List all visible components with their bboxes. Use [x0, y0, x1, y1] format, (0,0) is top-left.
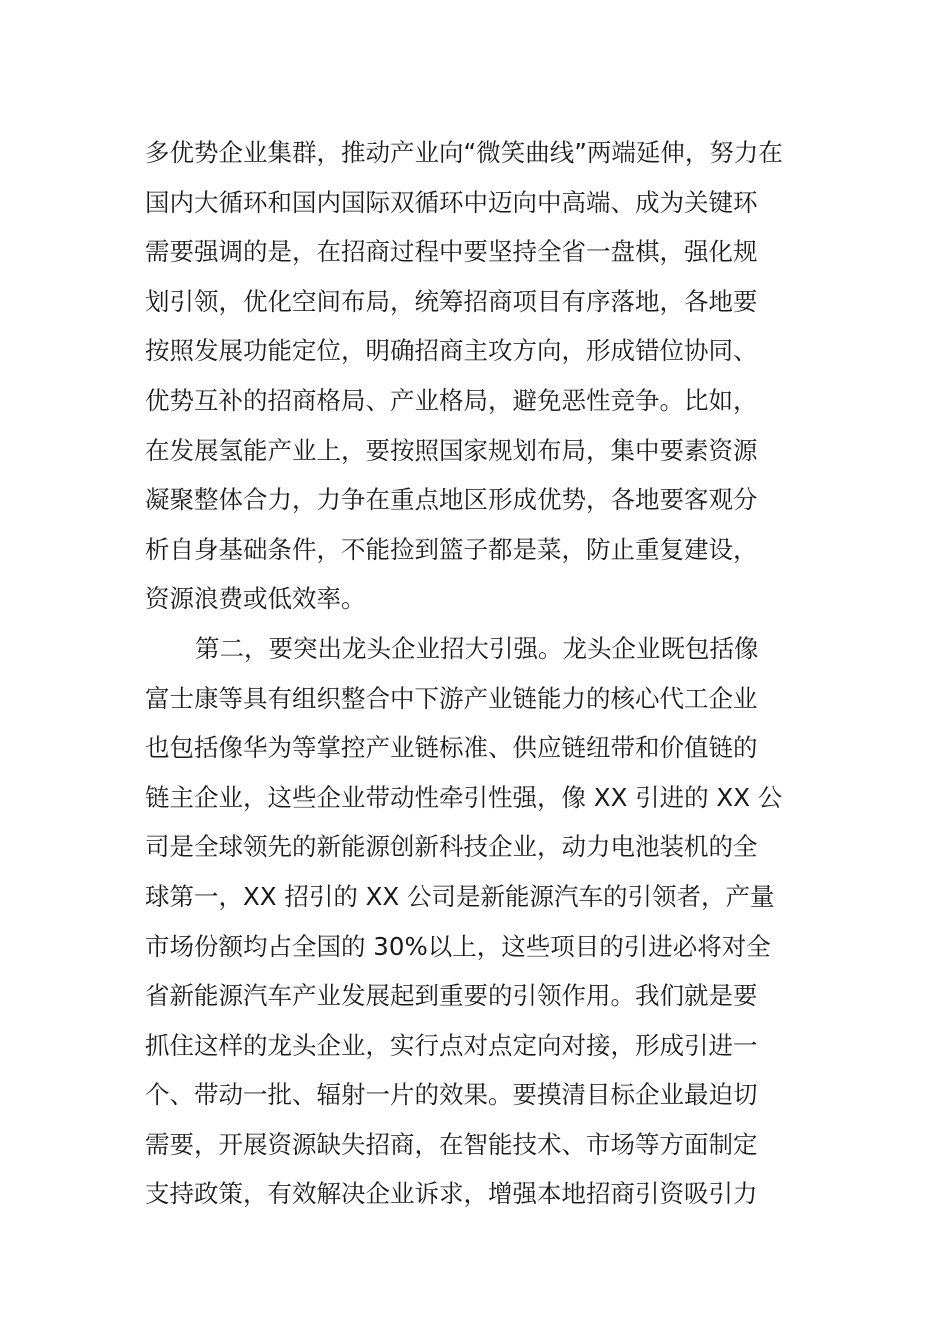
- body-text: [145, 128, 815, 1219]
- text-line: 司是全球领先的新能源创新科技企业，动力电池装机的全: [145, 832, 758, 862]
- text-line: 富士康等具有组织整合中下游产业链能力的核心代工企业: [145, 683, 758, 713]
- text-line: 析自身基础条件，不能捡到篮子都是菜，防止重复建设，: [145, 534, 758, 564]
- text-line: 需要，开展资源缺失招商，在智能技术、市场等方面制定: [145, 1129, 758, 1159]
- text-line: 在发展氢能产业上，要按照国家规划布局，集中要素资源: [145, 435, 758, 465]
- text-line: 按照发展功能定位，明确招商主攻方向，形成错位协同、: [145, 336, 758, 366]
- text-line: 球第一，XX 招引的 XX 公司是新能源汽车的引领者，产量: [145, 881, 775, 911]
- text-line: 资源浪费或低效率。: [145, 584, 366, 614]
- text-line: 抓住这样的龙头企业，实行点对点定向对接，形成引进一: [145, 1030, 758, 1060]
- text-line: 优势互补的招商格局、产业格局，避免恶性竞争。比如，: [145, 385, 758, 415]
- text-line: 市场份额均占全国的 30%以上，这些项目的引进必将对全: [145, 931, 771, 961]
- text-line: 国内大循环和国内国际双循环中迈向中高端、成为关键环: [145, 187, 758, 217]
- text-line: 链主企业，这些企业带动性牵引性强，像 XX 引进的 XX 公: [145, 782, 783, 812]
- text-line: 省新能源汽车产业发展起到重要的引领作用。我们就是要: [145, 981, 758, 1011]
- text-line: 划引领，优化空间布局，统筹招商项目有序落地，各地要: [145, 286, 758, 316]
- text-line: 多优势企业集群，推动产业向“微笑曲线”两端延伸，努力在: [145, 138, 783, 167]
- text-line: 也包括像华为等掌控产业链标准、供应链纽带和价值链的: [145, 733, 758, 763]
- text-line: 凝聚整体合力，力争在重点地区形成优势，各地要客观分: [145, 485, 758, 515]
- text-line: 个、带动一批、辐射一片的效果。要摸清目标企业最迫切: [145, 1080, 758, 1110]
- text-line: 需要强调的是，在招商过程中要坚持全省一盘棋，强化规: [145, 237, 758, 267]
- text-line: 支持政策，有效解决企业诉求，增强本地招商引资吸引力: [145, 1179, 758, 1209]
- paragraph-first-line: 第二，要突出龙头企业招大引强。龙头企业既包括像: [195, 633, 759, 663]
